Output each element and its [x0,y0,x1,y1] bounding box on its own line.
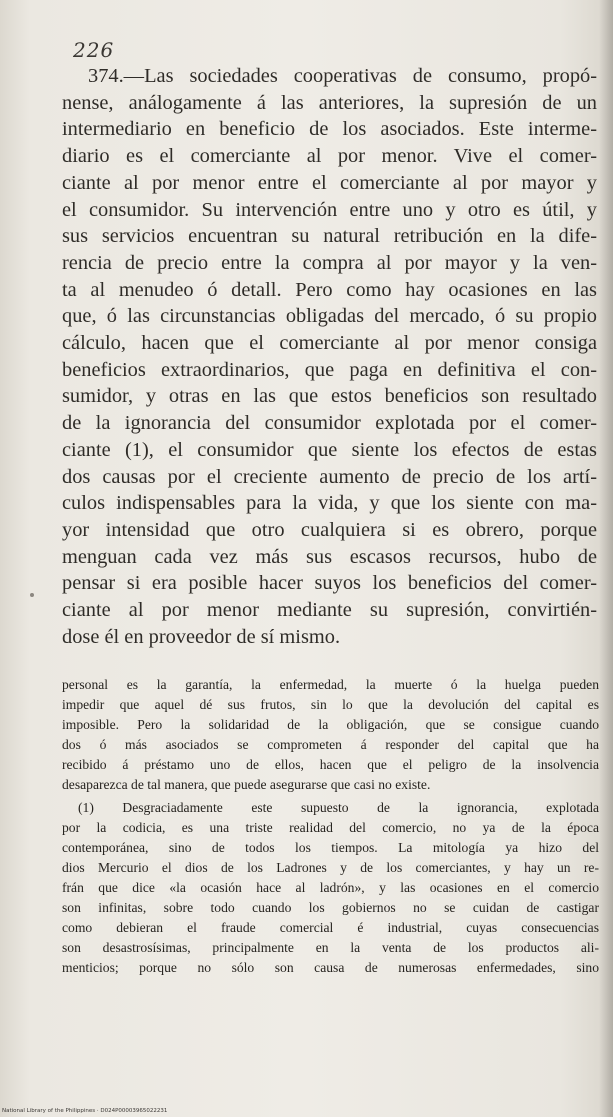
footnote-1-line: son infinitas, sobre todo cuando los gobiernos no se cuidan de castigar [62,899,599,915]
footnote-1-line: contemporánea, sino de todos los tiempos. La mitología ya hizo del [62,840,599,856]
footnote-continued-line: dos ó más asociados se comprometen á responder del capital que ha [62,736,599,752]
main-text-line: sus servicios encuentran su natural retribución en la dife- [62,225,597,248]
main-text-line: yor intensidad que otro cualquiera si es obrero, porque [62,518,597,541]
main-text-line: 374.—Las sociedades cooperativas de consumo, propó- [88,65,597,87]
main-paragraph [62,63,597,650]
footnote-continued-line: personal es la garantía, la enfermedad, la muerte ó la huelga pueden [62,677,599,692]
main-text-line: cálculo, hacen que el comerciante al por menor consiga [62,332,597,355]
footnotes [62,675,599,978]
main-text-line: ciante (1), el consumidor que siente los efectos de estas [62,438,597,461]
footnote-1-line: frán que dice «la ocasión hace al ladrón», y las ocasiones en el comercio [62,880,599,896]
page-number: 226 [73,38,115,62]
footnote-continued-line: impedir que aquel dé sus frutos, sin lo que la devolución del capital es [62,696,599,712]
main-text-line: dose él en proveedor de sí mismo. [62,625,341,648]
main-text-line: diario es el comerciante al por menor. Vive el comer- [62,145,597,168]
main-text-line: ta al menudeo ó detall. Pero como hay ocasiones en las [62,278,597,301]
footnote-1-line: dios Mercurio el dios de los Ladrones y de los comerciantes, y hay un re- [62,860,599,876]
footnote-continued-line: imposible. Pero la solidaridad de la obligación, que se consigue cuando [62,716,599,732]
main-text-line: que, ó las circunstancias obligadas del mercado, ó su propio [62,305,597,328]
footnote-1-line: por la codicia, es una triste realidad del comercio, no ya de la época [62,820,599,836]
footnote-continued-line: recibido á préstamo uno de ellos, hacen que el peligro de la insolvencia [62,756,599,772]
page-edge-shadow [599,0,613,1117]
main-text-line: intermediario en beneficio de los asociados. Este interme- [62,118,597,141]
main-text-line: nense, análogamente á las anteriores, la supresión de un [62,91,597,114]
main-text-line: de la ignorancia del consumidor explotada por el comer- [62,412,597,435]
library-credit: National Library of the Philippines · D024P00003965022231 [2,1108,168,1114]
main-text-line: menguan cada vez más sus escasos recursos, hubo de [62,545,597,568]
main-text-line: ciante al por menor entre el comerciante al por mayor y [62,171,597,194]
footnote-continued-line: desaparezca de tal manera, que puede asegurarse que casi no existe. [62,776,431,792]
main-text-line: beneficios extraordinarios, que paga en definitiva el con- [62,358,597,381]
footnote-1-line: como debieran el fraude comercial é industrial, cuyas consecuencias [62,919,599,935]
main-text-line: pensar si era posible hacer suyos los beneficios del comer- [62,572,597,595]
footnote-1-line: (1) Desgraciadamente este supuesto de la ignorancia, explotada [78,800,599,816]
main-text-line: el consumidor. Su intervención entre uno y otro es útil, y [62,198,597,221]
main-text-line: rencia de precio entre la compra al por mayor y la ven- [62,251,597,274]
footnote-1-line: son desastrosísimas, principalmente en la venta de los productos ali- [62,939,599,955]
footnote-1-line: menticios; porque no sólo son causa de numerosas enfermedades, sino [62,959,599,975]
main-text-line: culos indispensables para la vida, y que los siente con ma- [62,492,597,515]
main-text-line: ciante al por menor mediante su supresión, convirtién- [62,599,597,622]
main-text-line: dos causas por el creciente aumento de precio de los artí- [62,465,597,488]
main-text-line: sumidor, y otras en las que estos beneficios son resultado [62,385,597,408]
scan-speck [30,593,34,597]
